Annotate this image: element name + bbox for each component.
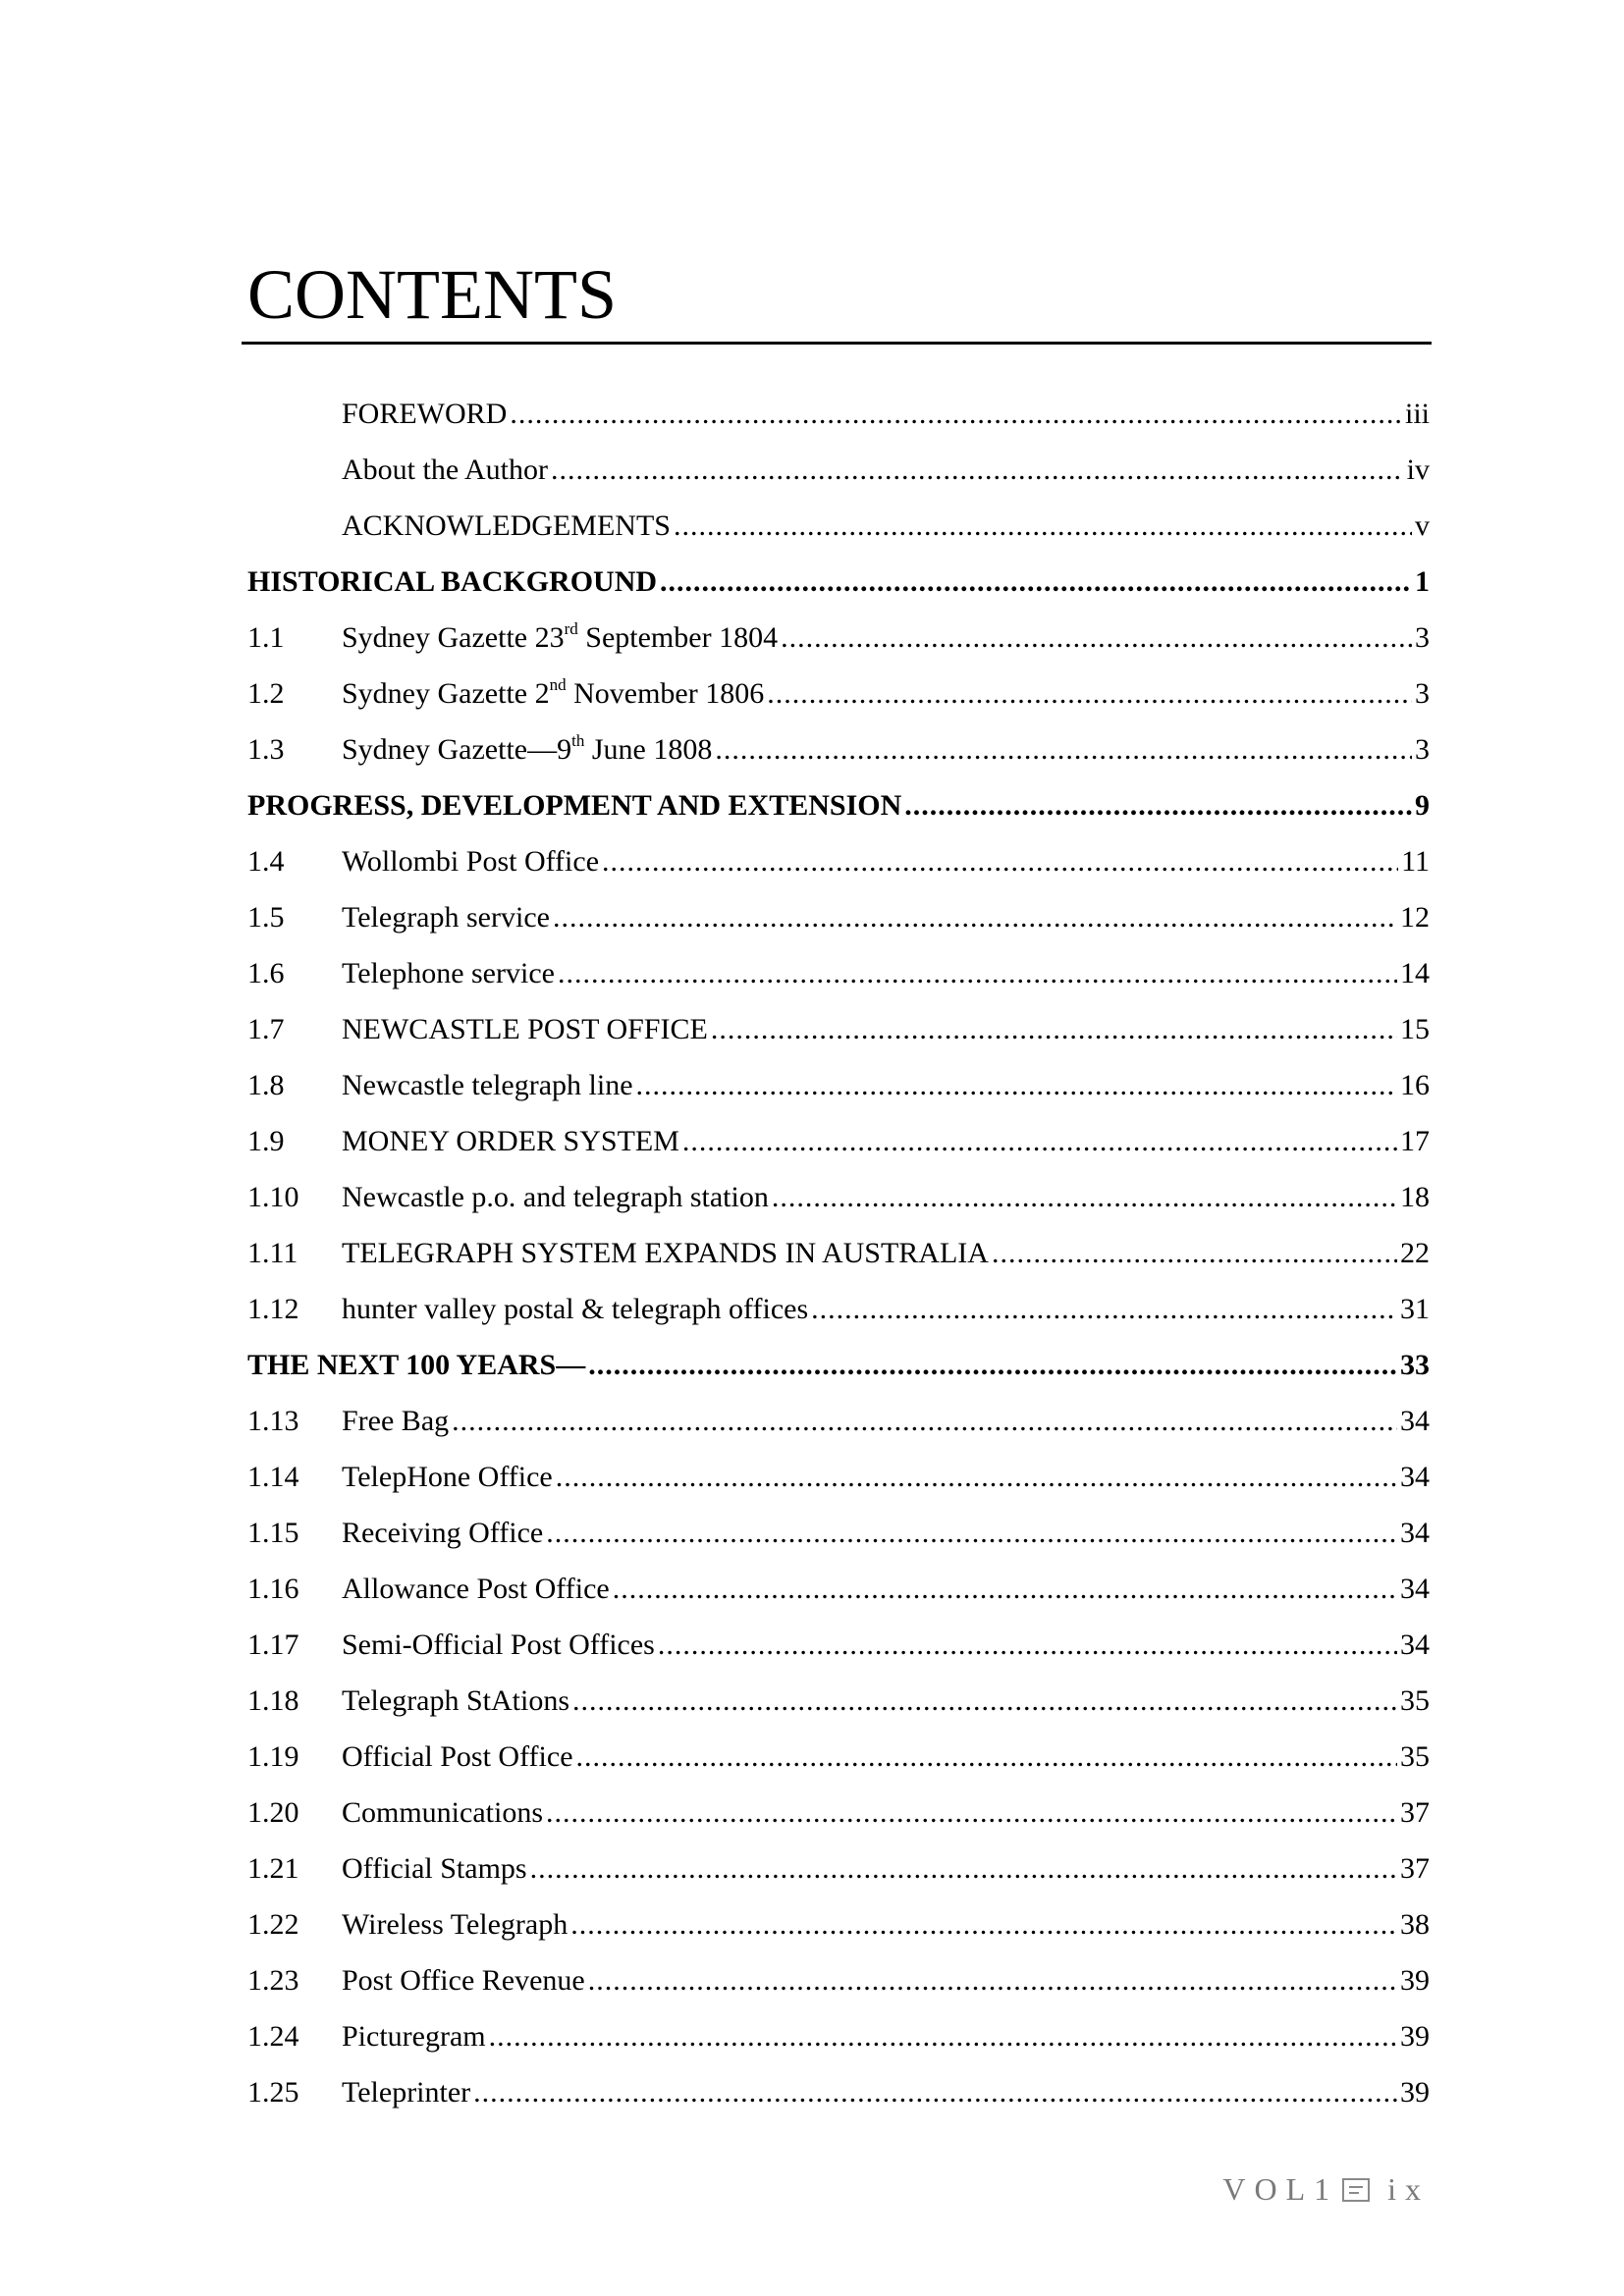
toc-entry-page: 39 [1400, 2076, 1430, 2109]
toc-entry-page: 34 [1400, 1629, 1430, 1661]
toc-entry-title: Wollombi Post Office [342, 845, 600, 878]
title-text: June 1808 [584, 733, 713, 766]
footer-page-number: ix [1387, 2171, 1430, 2207]
toc-entry-title: PROGRESS, DEVELOPMENT AND EXTENSION [247, 789, 902, 822]
toc-heading-entry[interactable] [247, 544, 1430, 600]
toc-entry[interactable] [247, 824, 1430, 880]
ordinal-suffix: nd [549, 675, 567, 694]
toc-entry[interactable] [247, 1831, 1430, 1887]
toc-entry-title: TelepHone Office [342, 1461, 553, 1493]
toc-entry-title: Official Stamps [342, 1852, 527, 1885]
dot-leader [658, 1628, 1397, 1663]
toc-entry-number: 1.14 [247, 1461, 299, 1493]
toc-entry-title: Receiving Office [342, 1517, 544, 1549]
toc-entry-page: 34 [1400, 1461, 1430, 1493]
toc-entry-page: 38 [1400, 1908, 1430, 1941]
dot-leader [473, 2075, 1397, 2110]
toc-heading-entry[interactable] [247, 1327, 1430, 1383]
title-text: Sydney Gazette 23 [342, 621, 565, 654]
dot-leader [767, 676, 1412, 712]
toc-entry[interactable] [247, 712, 1430, 768]
toc-entry-title: Free Bag [342, 1405, 450, 1437]
toc-entry-page: v [1415, 509, 1430, 542]
dot-leader [572, 1683, 1397, 1719]
title-text: Sydney Gazette 2 [342, 677, 550, 710]
dot-leader [781, 620, 1412, 656]
toc-entry-number: 1.17 [247, 1629, 299, 1661]
toc-heading-entry[interactable] [247, 768, 1430, 824]
page-title: CONTENTS [247, 255, 617, 334]
toc-entry-title: ACKNOWLEDGEMENTS [342, 509, 671, 542]
toc-entry-number: 1.13 [247, 1405, 299, 1437]
toc-entry-page: 35 [1400, 1740, 1430, 1773]
toc-entry-page: 3 [1415, 733, 1430, 766]
toc-entry-title: Picturegram [342, 2020, 486, 2053]
dot-leader [711, 1012, 1397, 1047]
toc-entry[interactable] [247, 1663, 1430, 1719]
toc-entry-number: 1.4 [247, 845, 285, 878]
toc-entry-title: HISTORICAL BACKGROUND [247, 565, 658, 598]
toc-entry-title: Telegraph StAtions [342, 1684, 570, 1717]
toc-entry-title: Post Office Revenue [342, 1964, 585, 1997]
toc-entry-page: 35 [1400, 1684, 1430, 1717]
toc-entry[interactable] [247, 1439, 1430, 1495]
toc-entry[interactable] [247, 1215, 1430, 1271]
title-text: Sydney Gazette—9 [342, 733, 572, 766]
dot-leader [613, 1572, 1397, 1607]
toc-entry-number: 1.16 [247, 1573, 299, 1605]
dot-leader [489, 2019, 1397, 2055]
toc-entry[interactable] [247, 935, 1430, 991]
toc-entry-title: Wireless Telegraph [342, 1908, 568, 1941]
toc-entry[interactable] [247, 488, 1430, 544]
dot-leader [546, 1516, 1397, 1551]
toc-entry[interactable] [247, 991, 1430, 1047]
dot-leader [682, 1124, 1397, 1159]
toc-entry[interactable] [247, 600, 1430, 656]
toc-entry-page: 34 [1400, 1517, 1430, 1549]
toc-entry-page: 34 [1400, 1405, 1430, 1437]
toc-entry-page: 14 [1400, 957, 1430, 989]
toc-entry[interactable] [247, 1719, 1430, 1775]
toc-entry-title: FOREWORD [342, 398, 508, 430]
toc-entry-title [342, 676, 764, 712]
toc-entry-page: 16 [1400, 1069, 1430, 1101]
toc-entry-number: 1.24 [247, 2020, 299, 2053]
toc-entry-title: NEWCASTLE POST OFFICE [342, 1013, 708, 1045]
toc-entry-number: 1.1 [247, 621, 285, 654]
toc-entry-number: 1.3 [247, 733, 285, 766]
dot-leader [530, 1851, 1397, 1887]
dot-leader [772, 1180, 1397, 1215]
dot-leader [715, 732, 1412, 768]
toc-entry-title [342, 620, 778, 656]
toc-entry-page: 3 [1415, 677, 1430, 710]
toc-entry[interactable] [247, 2055, 1430, 2110]
toc-entry-page: 3 [1415, 621, 1430, 654]
toc-entry[interactable] [247, 1047, 1430, 1103]
toc-entry-number: 1.23 [247, 1964, 299, 1997]
toc-entry[interactable] [247, 1103, 1430, 1159]
dot-leader [558, 956, 1397, 991]
toc-entry-page: 11 [1401, 845, 1430, 878]
dot-leader [556, 1460, 1397, 1495]
table-of-contents [247, 376, 1430, 2110]
toc-entry-page: 39 [1400, 2020, 1430, 2053]
toc-entry[interactable] [247, 1607, 1430, 1663]
toc-entry-page: 22 [1400, 1237, 1430, 1269]
toc-entry-page: 17 [1400, 1125, 1430, 1157]
dot-leader [510, 397, 1402, 432]
toc-entry-number: 1.19 [247, 1740, 299, 1773]
toc-entry[interactable] [247, 1887, 1430, 1943]
toc-entry-title: Communications [342, 1796, 543, 1829]
toc-entry-number: 1.18 [247, 1684, 299, 1717]
title-divider [242, 342, 1432, 345]
dot-leader [570, 1907, 1397, 1943]
dot-leader [551, 453, 1404, 488]
toc-entry-page: 12 [1400, 901, 1430, 934]
dot-leader [553, 900, 1397, 935]
toc-entry[interactable] [247, 1775, 1430, 1831]
dot-leader [674, 508, 1412, 544]
toc-entry-number: 1.2 [247, 677, 285, 710]
toc-entry-title: hunter valley postal & telegraph offices [342, 1293, 809, 1325]
toc-entry[interactable] [247, 880, 1430, 935]
toc-entry-title: THE NEXT 100 YEARS— [247, 1349, 586, 1381]
toc-entry[interactable] [247, 376, 1430, 432]
toc-entry-title: Teleprinter [342, 2076, 471, 2109]
toc-entry-page: 15 [1400, 1013, 1430, 1045]
toc-entry-title: TELEGRAPH SYSTEM EXPANDS IN AUSTRALIA [342, 1237, 989, 1269]
toc-entry[interactable] [247, 1495, 1430, 1551]
toc-entry-page: 31 [1400, 1293, 1430, 1325]
toc-entry[interactable] [247, 1383, 1430, 1439]
toc-entry[interactable] [247, 1271, 1430, 1327]
toc-entry-page: 39 [1400, 1964, 1430, 1997]
dot-leader [546, 1795, 1397, 1831]
toc-entry[interactable] [247, 1551, 1430, 1607]
title-text: September 1804 [577, 621, 779, 654]
toc-entry-page: 18 [1400, 1181, 1430, 1213]
dot-leader [636, 1068, 1397, 1103]
toc-entry-number: 1.22 [247, 1908, 299, 1941]
toc-entry-title [342, 732, 712, 768]
toc-entry-title: Allowance Post Office [342, 1573, 610, 1605]
toc-entry-page: 37 [1400, 1796, 1430, 1829]
dot-leader [660, 564, 1412, 600]
toc-entry-title: Newcastle p.o. and telegraph station [342, 1181, 769, 1213]
toc-entry-page: 9 [1415, 789, 1430, 822]
toc-entry-page: iii [1404, 398, 1430, 430]
toc-entry-number: 1.15 [247, 1517, 299, 1549]
toc-entry-number: 1.9 [247, 1125, 285, 1157]
toc-entry-page: 37 [1400, 1852, 1430, 1885]
page-footer [1222, 2171, 1430, 2208]
toc-entry[interactable] [247, 1999, 1430, 2055]
footer-volume: VOL1 [1222, 2171, 1339, 2207]
toc-entry-number: 1.20 [247, 1796, 299, 1829]
toc-entry[interactable] [247, 656, 1430, 712]
toc-entry-number: 1.12 [247, 1293, 299, 1325]
dot-leader [576, 1739, 1397, 1775]
toc-entry-number: 1.11 [247, 1237, 298, 1269]
ordinal-suffix: rd [564, 619, 578, 638]
toc-entry-page: 1 [1415, 565, 1430, 598]
dot-leader [992, 1236, 1397, 1271]
toc-entry-title: About the Author [342, 454, 548, 486]
toc-entry[interactable] [247, 432, 1430, 488]
toc-entry[interactable] [247, 1159, 1430, 1215]
dot-leader [904, 788, 1412, 824]
toc-entry-title: MONEY ORDER SYSTEM [342, 1125, 679, 1157]
toc-entry-page: 33 [1400, 1349, 1430, 1381]
toc-entry-number: 1.25 [247, 2076, 299, 2109]
dot-leader [452, 1404, 1397, 1439]
toc-entry-number: 1.5 [247, 901, 285, 934]
toc-entry-page: iv [1406, 454, 1430, 486]
toc-entry-page: 34 [1400, 1573, 1430, 1605]
dot-leader [588, 1963, 1397, 1999]
title-text: November 1806 [566, 677, 765, 710]
note-icon [1342, 2178, 1370, 2202]
toc-entry-number: 1.6 [247, 957, 285, 989]
toc-entry-title: Telegraph service [342, 901, 550, 934]
toc-entry-number: 1.10 [247, 1181, 299, 1213]
toc-entry-number: 1.7 [247, 1013, 285, 1045]
dot-leader [811, 1292, 1397, 1327]
toc-entry-number: 1.21 [247, 1852, 299, 1885]
ordinal-suffix: th [571, 731, 585, 750]
toc-entry-title: Newcastle telegraph line [342, 1069, 633, 1101]
toc-entry[interactable] [247, 1943, 1430, 1999]
dot-leader [588, 1348, 1397, 1383]
dot-leader [602, 844, 1398, 880]
toc-entry-title: Telephone service [342, 957, 555, 989]
toc-entry-title: Official Post Office [342, 1740, 573, 1773]
toc-entry-number: 1.8 [247, 1069, 285, 1101]
toc-entry-title: Semi-Official Post Offices [342, 1629, 655, 1661]
